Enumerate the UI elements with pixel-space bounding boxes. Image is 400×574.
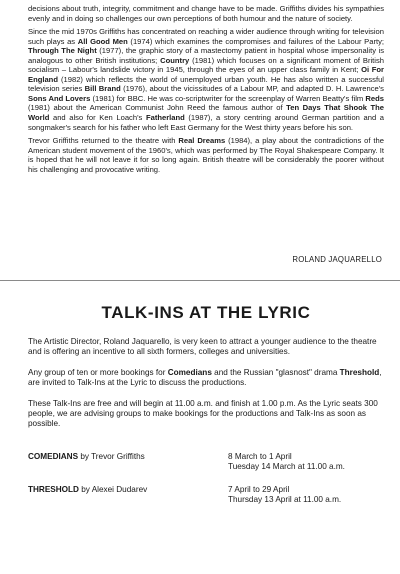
text-run: (1977), the graphic story of a mastectomy patient in hospital whose impersonality is analogous to other British institutions; <box>28 46 385 65</box>
show-talkin-date: Tuesday 14 March at 11.00 a.m. <box>228 462 345 472</box>
show-listing <box>28 452 384 473</box>
show-author: by Trevor Griffiths <box>78 451 145 461</box>
bold-title: Through The Night <box>28 46 97 56</box>
text-run: and the Russian "glasnost" drama <box>211 367 340 377</box>
bold-title: Country <box>160 55 190 65</box>
text-run: (1987), a story centring around German partition and a songmaker's search for his father who left East Germany for the West thirty years before his son. <box>28 113 384 132</box>
text-run: The Artistic Director, Roland Jaquarello, is very keen to attract a younger audience to the theatre and is offering an incentive to all sixth formers, colleges and universities. <box>28 337 377 357</box>
bold-title: Threshold <box>339 367 380 377</box>
text-run: Trevor Griffiths returned to the theatre with <box>28 136 179 146</box>
review-paragraph <box>28 27 384 132</box>
bold-title: All Good Men <box>77 36 128 46</box>
bold-title: Fatherland <box>145 113 185 123</box>
text-run: , are invited to Talk-Ins at the Lyric to discuss the productions. <box>28 367 382 388</box>
review-text <box>28 4 384 178</box>
review-paragraph <box>28 4 384 23</box>
talkins-paragraph <box>28 368 384 389</box>
section-heading: TALK-INS AT THE LYRIC <box>101 303 311 322</box>
bold-title: Reds <box>365 93 384 103</box>
show-run-dates: 7 April to 29 April <box>228 484 290 494</box>
show-title: THRESHOLD <box>28 484 79 494</box>
text-run: (1984), a play about the contradictions of the American student movement of the 1960's, which was performed by The Royal Shakespeare Company. It is hoped that he will not leave it for so long again. British theatre will be considerably the poorer without his challenging and provocative writing. <box>28 136 384 174</box>
show-run-dates: 8 March to 1 April <box>228 451 292 461</box>
text-run: (1974) which examines the compromises and failures of the Labour Party; <box>127 36 384 46</box>
bold-title: Ten Days That Shook The World <box>28 103 385 123</box>
bold-title: Comedians <box>167 367 212 377</box>
talkins-section <box>28 283 384 517</box>
show-title: COMEDIANS <box>28 451 79 461</box>
text-run: (1982) which reflects the world of unemployed urban youth. He has also written a successful television series <box>28 74 384 94</box>
text-run: These Talk-Ins are free and will begin at 11.00 a.m. and finish at 1.00 p.m. As the Lyric seats 300 people, we are advising groups to make bookings for the productions and Talk-Ins as soon as possible. <box>28 398 378 429</box>
review-paragraph <box>28 136 384 174</box>
text-run: (1981) for BBC. He was co-scriptwriter for the screenplay of Warren Beatty's film <box>90 93 366 103</box>
section-divider <box>0 280 400 281</box>
text-run: (1976), about the vicissitudes of a Labour MP, and adapted D. H. Lawrence's <box>120 84 384 94</box>
signature: ROLAND JAQUARELLO <box>292 255 382 264</box>
show-author: by Alexei Dudarev <box>78 484 148 494</box>
bold-title: Real Dreams <box>178 136 226 146</box>
talkins-paragraph <box>28 399 384 430</box>
text-run: and also for Ken Loach's <box>49 113 146 123</box>
show-listing <box>28 485 384 506</box>
text-run: (1981) which focuses on a significant moment of British socialism – Labour's landslide victory in 1945, through the eyes of an upper class family in Kent; <box>28 55 384 75</box>
bold-title: Bill Brand <box>84 84 121 94</box>
bold-title: Oi For England <box>28 65 384 84</box>
text-run: decisions about truth, integrity, commitment and change have to be made. Griffiths divides his sympathies evenly and in doing so challenges our own perceptions of both humour and the nature of society. <box>28 4 384 23</box>
talkins-paragraph <box>28 337 384 358</box>
text-run: (1981) about the American Communist John Reed the famous author of <box>28 103 287 113</box>
show-talkin-date: Thursday 13 April at 11.00 a.m. <box>228 495 342 505</box>
text-run: Since the mid 1970s Griffiths has concentrated on reaching a wider audience through writing for television such plays as <box>28 27 384 46</box>
bold-title: Sons And Lovers <box>28 93 91 103</box>
text-run: Any group of ten or more bookings for <box>28 367 168 377</box>
